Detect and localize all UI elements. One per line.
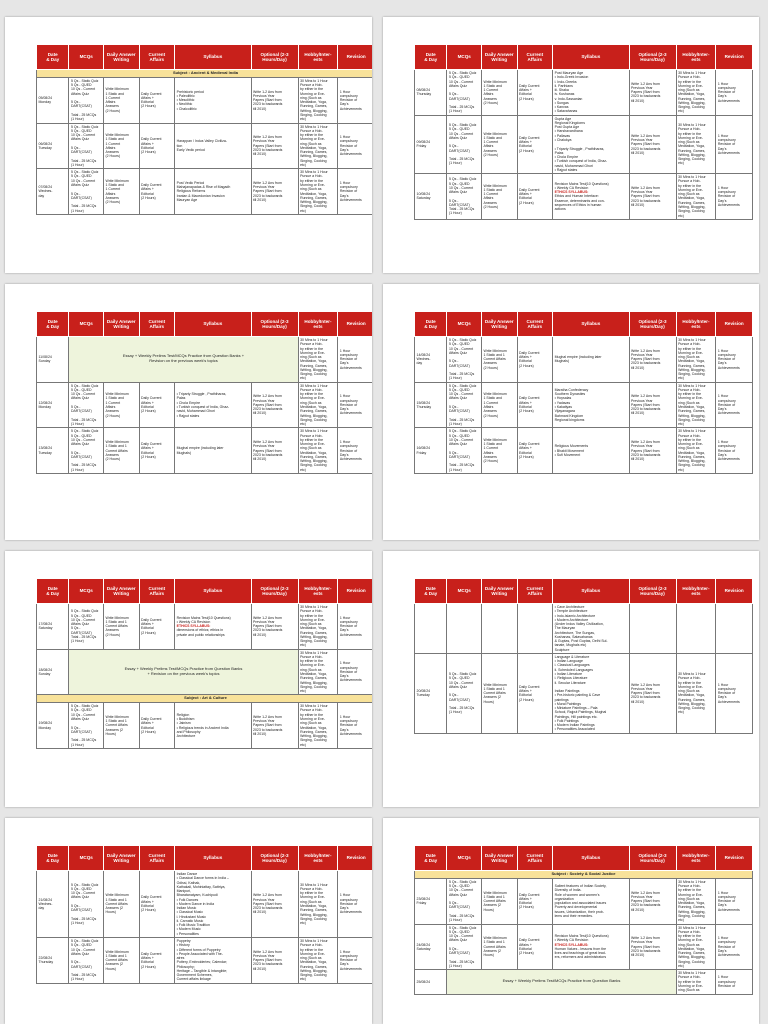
header-date: Date & Day <box>415 312 447 337</box>
header-hobby: Hobby/Inter- ests <box>298 579 338 604</box>
header-current-affairs: Current Affairs <box>139 45 175 70</box>
schedule-table <box>414 578 753 734</box>
header-mcqs: MCQs <box>69 579 104 604</box>
ethics-topic: Human Values - lessons from the lives and teachings of great lead- ers, reformers and administrators <box>554 946 607 960</box>
date-cell: 17/08/24 Saturday <box>37 604 69 650</box>
optional-cell: Write 1-2 Ans from Previous Year Papers (Start from 2023 to backwards till 2010) <box>629 428 676 474</box>
page-4 <box>383 284 759 540</box>
subject-heading: Subject : Art & Culture <box>37 695 373 703</box>
header-current-affairs: Current Affairs <box>139 846 175 871</box>
ethics-label: ETHICS SYLLABUS: <box>176 624 211 629</box>
optional-cell: Write 1-2 Ans from Previous Year Papers (Start from 2023 to backwards till 2010) <box>251 428 298 474</box>
syllabus-text: Revision Mains Test(10 Questions) • Weekly CA Revision <box>554 934 609 943</box>
hobby-cell: 30 Mins to 1 Hour Pursue a Hob- by either in the Morning or Eve- ning (Such as Meditation, Yoga, Running, Games, Writing, Blogging, Singing, Cooking etc) <box>298 649 338 695</box>
mcq-cell: 5 Qs - Static Quiz 5 Qs - QUED 10 Qs - Current Affairs Quiz 5 Qs - DART(CSAT) Total - 25 MCQs (1 Hour) <box>447 70 482 116</box>
answer-writing-cell: Write Minimum 1 Static and 1 Current Affairs Answers (2 Hours) <box>481 70 517 116</box>
hobby-cell: 30 Mins to 1 Hour Pursue a Hob- by either in the Morning or Eve- ning (Such as Meditation, Yoga, Running, Games, Writing, Blogging, Singing, Cooking etc) <box>298 937 338 983</box>
hobby-cell: 30 Mins to 1 Hour Pursue a Hob- by either in the Morning or Eve- ning (Such as Meditation, Yoga, Running, Games, Writing, Blogging, Singing, Cooking etc) <box>676 70 716 116</box>
hobby-cell: 30 Mins to 1 Hour Pursue a Hob- by either in the Morning or Eve- ning (Such as Meditation, Yoga, Running, Games, Writing, Blogging, Singing, Cooking etc) <box>298 604 338 650</box>
header-syllabus: Syllabus <box>175 579 251 604</box>
header-optional: Optional (2-3 Hours/Day) <box>629 45 676 70</box>
current-affairs-cell: Daily Current Affairs + Editorial (2 Hours) <box>139 703 175 749</box>
header-date: Date & Day <box>415 846 447 871</box>
day-row <box>415 653 753 733</box>
revision-cell: 1 Hour compulsory Revision of Day's Achievements <box>716 428 753 474</box>
header-hobby: Hobby/Inter- ests <box>676 846 716 871</box>
revision-cell: 1 Hour compulsory Revision of Day's Achievements <box>716 653 753 733</box>
current-affairs-cell: Daily Current Affairs + Editorial (2 Hours) <box>517 878 553 924</box>
syllabus-cell: Puppetry • History • Different forms of Puppetry • People Associated with The- atres Pottery, Embroideries; Calendar; Philosophy; Heritage – Tangible & Intangible; Government Schemes, Current affairs linkage <box>175 937 251 983</box>
hobby-cell: 30 Mins to 1 Hour Pursue a Hob- by either in the Morning or Eve- ning (Such as Meditation, Yoga, Running, Games, Writing, Blogging, Singing, Cooking etc) <box>298 428 338 474</box>
date-cell: 06/08/24 Tuesday <box>37 123 69 169</box>
page-5 <box>5 551 372 807</box>
page-3-content <box>36 311 366 474</box>
answer-writing-cell: Write Minimum 1 Static and 1 Current Affairs Answers (2 Hours) <box>481 174 517 220</box>
current-affairs-cell: Daily Current Affairs + Editorial (2 Hours) <box>139 382 175 428</box>
answer-writing-cell: Write Minimum 1 Static and 1 Current Affairs Answers (2 Hours) <box>481 337 517 383</box>
page-3 <box>5 284 372 540</box>
header-revision: Revision <box>716 45 753 70</box>
subject-row <box>37 695 373 703</box>
syllabus-cell: Post Mauryan Age • Indo-Greek Invasion i. Indo-Greeks ii. Parthians iii. Shaka iv. Kushanas v. Indo-Sassanian • Sungas • Kanvas • Satavahanas <box>553 70 629 116</box>
header-answer-writing: Daily Answer Writing <box>481 579 517 604</box>
answer-writing-cell: Write Minimum 1 Static and 1 Current Affairs Answers (2 Hours) <box>481 924 517 970</box>
subject-heading: Subject : Society & Social Justice <box>415 871 753 879</box>
mcq-cell: 5 Qs - Static Quiz 5 Qs - QUED 10 Qs - Current Affairs Quiz 5 Qs - DART(CSAT) Total - 25 MCQs (1 Hour) <box>447 382 482 428</box>
optional-cell: Write 1-2 Ans from Previous Year Papers (Start from 2023 to backwards till 2010) <box>251 703 298 749</box>
revision-cell: 1 Hour compulsory Revision of Day's Achievements <box>338 604 372 650</box>
answer-writing-cell: Write Minimum 1 Static and 1 Current Affairs Answers (2 Hours) <box>481 428 517 474</box>
mcq-cell: 5 Qs - Static Quiz 5 Qs - QUED 10 Qs - Current Affairs Quiz 5 Qs - DART(CSAT) Total - 25 MCQs (1 Hour) <box>447 653 482 733</box>
date-cell: 10/08/24 Saturday <box>415 174 447 220</box>
hobby-cell: 30 Mins to 1 Hour Pursue a Hob- by either in the Morning or Eve- ning (Such as Meditation, Yoga, Running, Games, Writing, Blogging, Singing, Cooking etc) <box>676 115 716 173</box>
current-affairs-cell: Daily Current Affairs + Editorial (2 Hours) <box>139 428 175 474</box>
mcq-cell: 5 Qs - Static Quiz 5 Qs - QUED 10 Qs - Current Affairs Quiz 5 Qs - DART(CSAT) Total - 25 MCQs (1 Hour) <box>447 428 482 474</box>
date-cell: 18/08/24 Sunday <box>37 649 69 695</box>
current-affairs-cell: Daily Current Affairs + Editorial (2 Hours) <box>517 653 553 733</box>
header-hobby: Hobby/Inter- ests <box>298 312 338 337</box>
revision-cell: 1 Hour compulsory Revision of Day's Achievements <box>338 649 372 695</box>
header-answer-writing: Daily Answer Writing <box>481 846 517 871</box>
optional-cell: Write 1-2 Ans from Previous Year Papers (Start from 2023 to backwards till 2010) <box>251 77 298 123</box>
syllabus-cell: Gupta Age Regional Kingdoms Post Gupta Age • Harshavardhana • Pallavas • Chalukya • Triparty Struggle , Prathiharas, Palas • Chola Empire • Turkish conquest of India, Ghaz- navid, Muhammad Ghori • Rajput states <box>553 115 629 173</box>
mcq-cell: 5 Qs - Static Quiz 5 Qs - QUED 10 Qs - Current Affairs Quiz 5 Qs - DART(CSAT) Total - 25 MCQs (1 Hour) <box>447 115 482 173</box>
essay-plan-cell: Essay + Weekly Prelims Test/MCQs Practice from Question Banks <box>447 970 676 994</box>
revision-cell: 1 Hour compulsory Revision of Day's Achievements <box>716 382 753 428</box>
mcq-cell: 5 Qs - Static Quiz 5 Qs - QUED 10 Qs - Current Affairs Quiz 5 Qs - DART(CSAT) Total - 25 MCQs (1 Hour) <box>69 937 104 983</box>
revision-cell: 1 Hour compulsory Revision of Day's Achievements <box>338 871 372 938</box>
continuation-row <box>415 604 753 654</box>
header-answer-writing: Daily Answer Writing <box>481 45 517 70</box>
page-1 <box>5 17 372 273</box>
current-affairs-cell: Daily Current Affairs + Editorial (2 Hours) <box>517 115 553 173</box>
optional-cell: Write 1-2 Ans from Previous Year Papers (Start from 2023 to backwards till 2010) <box>629 924 676 970</box>
syllabus-cell: Salient features of Indian Society, Diversity of India. Role of women and women's organization population and associated issues Poverty and developmental issues, Urbanization, their prob- lems and their remedies. <box>553 878 629 924</box>
revision-cell: 1 Hour compulsory Revision of Day's Achievements <box>338 77 372 123</box>
optional-cell: Write 1-2 Ans from Previous Year Papers (Start from 2023 to backwards till 2010) <box>629 70 676 116</box>
syllabus-cell: Prehistoric period • Paleolithic • Mesolithic • Neolithic • Chalcolithic <box>175 77 251 123</box>
syllabus-cell: Religion • Buddhism • Jainism • Religious trends in Ancient India and Philosophy Architecture <box>175 703 251 749</box>
page-2-content <box>414 44 747 220</box>
day-row <box>37 871 373 938</box>
optional-cell: Write 1-2 Ans from Previous Year Papers (Start from 2023 to backwards till 2010) <box>629 653 676 733</box>
header-row <box>37 312 373 337</box>
subject-row <box>37 70 373 78</box>
date-cell: 19/08/24 Monday <box>37 703 69 749</box>
answer-writing-cell: Write Minimum 1 Static and 1 Current Affairs Answers (2 Hours) <box>103 604 139 650</box>
header-row <box>415 579 753 604</box>
mcq-cell: 5 Qs - Static Quiz 5 Qs - QUED 10 Qs - Current Affairs Quiz 5 Qs - DART(CSAT) Total - 25 MCQs (1 Hour) <box>69 428 104 474</box>
mcq-cell: 5 Qs - Static Quiz 5 Qs - QUED 10 Qs - Current Affairs Quiz 5 Qs - DART(CSAT) Total - 25 MCQs (1 Hour) <box>69 703 104 749</box>
essay-plan-cell: Essay + Weekly Prelims Test/MCQs Practice from Question Banks + Revision on the previous week's topics <box>69 649 298 695</box>
header-optional: Optional (2-3 Hours/Day) <box>251 846 298 871</box>
page-8-content <box>414 845 747 995</box>
syllabus-text: Revision Mains Test(10 Questions) • Weekly CA Revision <box>176 615 231 624</box>
day-row <box>37 428 373 474</box>
syllabus-cell: • Triparty Struggle , Prathiharas, Palas • Chola Empire • Turkish conquest of India, Ghaz- navid, Muhammad Ghori • Rajput states <box>175 382 251 428</box>
header-date: Date & Day <box>415 579 447 604</box>
header-answer-writing: Daily Answer Writing <box>103 846 139 871</box>
revision-cell: 1 Hour compulsory Revision of Day's Achievements <box>716 924 753 970</box>
answer-writing-cell: Write Minimum 1 Static and 1 Current Affairs Answers (2 Hours) <box>481 653 517 733</box>
empty-cell <box>629 604 676 654</box>
header-mcqs: MCQs <box>69 846 104 871</box>
empty-cell <box>716 604 753 654</box>
subject-heading: Subject : Ancient & Medieval India <box>37 70 373 78</box>
day-row <box>37 123 373 169</box>
hobby-cell: 30 Mins to 1 Hour Pursue a Hob- by either in the Morning or Eve- ning (Such as Meditation, Yoga, Running, Games, Writing, Blogging, Singing, Cooking etc) <box>298 703 338 749</box>
hobby-cell: 30 Mins to 1 Hour Pursue a Hob- by either in the Morning or Eve- ning (Such as Meditation, Yoga, Running, Games, Writing, Blogging, Singing, Cooking etc) <box>676 878 716 924</box>
revision-cell: 1 Hour compulsory Revision of Day's Achievements <box>716 337 753 383</box>
header-row <box>415 312 753 337</box>
current-affairs-cell: Daily Current Affairs + Editorial (2 Hours) <box>517 174 553 220</box>
page-1-content <box>36 44 366 215</box>
syllabus-text: Revision Mains Test(10 Questions) • Weekly CA Revision <box>554 181 609 190</box>
answer-writing-cell: Write Minimum 1 Static and 1 Current Affairs Answers (2 Hours) <box>103 703 139 749</box>
day-row <box>37 604 373 650</box>
date-cell: 21/08/24 Wednes- day <box>37 871 69 938</box>
header-current-affairs: Current Affairs <box>517 312 553 337</box>
day-row <box>37 382 373 428</box>
date-cell: 09/08/24 Friday <box>415 115 447 173</box>
optional-cell: Write 1-2 Ans from Previous Year Papers (Start from 2023 to backwards till 2010) <box>251 123 298 169</box>
header-revision: Revision <box>338 312 372 337</box>
optional-cell: Write 1-2 Ans from Previous Year Papers (Start from 2023 to backwards till 2010) <box>251 871 298 938</box>
date-cell: 11/08/24 Sunday <box>37 337 69 383</box>
revision-cell: 1 Hour compulsory Revision of Day's Achievements <box>338 169 372 215</box>
header-optional: Optional (2-3 Hours/Day) <box>629 846 676 871</box>
header-revision: Revision <box>338 579 372 604</box>
revision-cell: 1 Hour compulsory Revision of Day's Achievements <box>338 337 372 383</box>
day-row <box>415 924 753 970</box>
page-7-content <box>36 845 366 984</box>
syllabus-cell <box>553 924 629 970</box>
answer-writing-cell: Write Minimum 1 Static and 1 Current Affairs Answers (2 Hours) <box>103 871 139 938</box>
header-revision: Revision <box>716 579 753 604</box>
hobby-cell: 30 Mins to 1 Hour Pursue a Hob- by either in the Morning or Eve- ning (Such as Meditation, Yoga, Running, Games, Writing, Blogging, Singing, Cooking etc) <box>676 337 716 383</box>
header-row <box>415 846 753 871</box>
hobby-cell: 30 Mins to 1 Hour Pursue a Hob- by either in the Morning or Eve- ning (Such as Meditation, Yoga, Running, Games, Writing, Blogging, Singing, Cooking etc) <box>298 871 338 938</box>
date-cell: 24/08/24 Saturday <box>415 924 447 970</box>
header-optional: Optional (2-3 Hours/Day) <box>251 579 298 604</box>
page-8 <box>383 818 759 1024</box>
current-affairs-cell: Daily Current Affairs + Editorial (2 Hours) <box>139 123 175 169</box>
day-row <box>415 174 753 220</box>
optional-cell: Write 1-2 Ans from Previous Year Papers (Start from 2023 to backwards till 2010) <box>629 115 676 173</box>
revision-cell: 1 Hour compulsory Revision of Day's Achievements <box>716 115 753 173</box>
answer-writing-cell: Write Minimum 1 Static and 1 Current Affairs Answers (2 Hours) <box>103 428 139 474</box>
header-revision: Revision <box>338 846 372 871</box>
header-mcqs: MCQs <box>447 846 482 871</box>
hobby-cell: 30 Mins to 1 Hour Pursue a Hob- by either in the Morning or Eve- ning (Such as Meditation, Yoga, Running, Games, Writing, Blogging, Singing, Cooking etc) <box>676 382 716 428</box>
header-mcqs: MCQs <box>447 312 482 337</box>
mcq-cell: 5 Qs - Static Quiz 5 Qs - QUED 10 Qs - Current Affairs Quiz 5 Qs - DART(CSAT) Total - 25 MCQs (1 Hour) <box>69 123 104 169</box>
header-row <box>37 579 373 604</box>
date-cell: 14/08/24 Wednes- day <box>415 337 447 383</box>
day-row <box>37 703 373 749</box>
date-cell: 12/08/24 Monday <box>37 382 69 428</box>
header-optional: Optional (2-3 Hours/Day) <box>629 312 676 337</box>
empty-cell <box>676 604 716 654</box>
header-current-affairs: Current Affairs <box>139 579 175 604</box>
optional-cell: Write 1-2 Ans from Previous Year Papers (Start from 2023 to backwards till 2010) <box>629 174 676 220</box>
header-syllabus: Syllabus <box>553 45 629 70</box>
day-row <box>415 428 753 474</box>
hobby-cell: 30 Mins to 1 Hour Pursue a Hob- by either in the Morning or Eve- ning (Such as Meditation, Yoga, Running, Games, Writing, Blogging, Singing, Cooking etc) <box>676 653 716 733</box>
current-affairs-cell: Daily Current Affairs + Editorial (2 Hours) <box>139 604 175 650</box>
empty-cell <box>447 604 482 654</box>
hobby-cell: 30 Mins to 1 Hour Pursue a Hob- by either in the Morning or Eve- ning (Such as Meditation, Yoga, Running, Games, Writing, Blogging, Singing, Cooking etc) <box>676 174 716 220</box>
essay-row <box>415 970 753 994</box>
day-row <box>415 337 753 383</box>
syllabus-cell: Harappan / Indus Valley Civiliza- tion Early Vedic period <box>175 123 251 169</box>
schedule-table <box>414 311 753 474</box>
header-row <box>37 45 373 70</box>
revision-cell: 1 Hour compulsory Revision of Day's Achievements <box>338 937 372 983</box>
empty-cell <box>481 604 517 654</box>
mcq-cell: 5 Qs - Static Quiz 5 Qs - QUED 10 Qs - Current Affairs Quiz 5 Qs - DART(CSAT) Total - 25 MCQs (1 Hour) <box>69 871 104 938</box>
revision-cell: 1 Hour compulsory Revision of Day's Achievements <box>338 428 372 474</box>
answer-writing-cell: Write Minimum 1 Static and 1 Current Affairs Answers (2 Hours) <box>103 382 139 428</box>
date-cell: 07/08/24 Wednes- day <box>37 169 69 215</box>
day-row <box>415 115 753 173</box>
page-2 <box>383 17 759 273</box>
subject-row <box>415 871 753 879</box>
header-syllabus: Syllabus <box>553 846 629 871</box>
header-current-affairs: Current Affairs <box>517 846 553 871</box>
header-date: Date & Day <box>37 312 69 337</box>
mcq-cell: 5 Qs - Static Quiz 5 Qs - QUED 10 Qs - Current Affairs Quiz 5 Qs - DART(CSAT) Total - 25 MCQs (1 Hour) <box>69 604 104 650</box>
syllabus-cell: Religious Movements • Bhakti Movement • Sufi Movement <box>553 428 629 474</box>
hobby-cell: 30 Mins to 1 Hour Pursue a Hob- by either in the Morning or Eve- ning (Such as Meditation, Yoga, Running, Games, Writing, Blogging, Singing, Cooking etc) <box>298 382 338 428</box>
header-syllabus: Syllabus <box>175 312 251 337</box>
date-cell: 13/08/24 Tuesday <box>37 428 69 474</box>
header-hobby: Hobby/Inter- ests <box>676 312 716 337</box>
answer-writing-cell: Write Minimum 1 Static and 1 Current Affairs Answers (2 Hours) <box>103 77 139 123</box>
date-cell: 20/08/24 Tuesday <box>415 653 447 733</box>
optional-cell: Write 1-2 Ans from Previous Year Papers (Start from 2023 to backwards till 2010) <box>629 337 676 383</box>
schedule-table <box>414 845 753 995</box>
header-mcqs: MCQs <box>447 45 482 70</box>
schedule-table <box>36 311 372 474</box>
header-hobby: Hobby/Inter- ests <box>676 45 716 70</box>
syllabus-cell <box>175 604 251 650</box>
empty-cell <box>517 604 553 654</box>
day-row <box>37 937 373 983</box>
optional-cell: Write 1-2 Ans from Previous Year Papers (Start from 2023 to backwards till 2010) <box>251 169 298 215</box>
mcq-cell: 5 Qs - Static Quiz 5 Qs - QUED 10 Qs - Current Affairs Quiz 5 Qs - DART(CSAT) Total - 25 MCQs (1 Hour) <box>447 878 482 924</box>
current-affairs-cell: Daily Current Affairs + Editorial (2 Hours) <box>517 924 553 970</box>
header-hobby: Hobby/Inter- ests <box>298 45 338 70</box>
essay-row <box>37 337 373 383</box>
syllabus-cell: Indian Dance • Classical Dance forms in India – Odissi, Kathak, Kathakali, Mohiniattay, Sattriya, Manipuri, Bharatanatyam, Kuchipudi • Folk Dances • Modern Dance in India Indian Music • Classical Music i. Hindustani Music ii. Carnatic Music • Folk Music Tradition • Modern Music • Personalities <box>175 871 251 938</box>
essay-row <box>37 649 373 695</box>
hobby-cell: 30 Mins to 1 Hour Pursue a Hob- by either in the Morning or Eve- ning (Such as Meditation, Yoga, Running, Games, Writing, Blogging, Singing, Cooking etc) <box>298 169 338 215</box>
header-date: Date & Day <box>415 45 447 70</box>
page-6 <box>383 551 759 807</box>
mcq-cell: 5 Qs - Static Quiz 5 Qs - QUED 10 Qs - Current Affairs Quiz 5 Qs - DART(CSAT) Total - 25 MCQs (1 Hour) <box>447 924 482 970</box>
page-5-content <box>36 578 366 749</box>
header-current-affairs: Current Affairs <box>517 579 553 604</box>
syllabus-cell: Mughal empire (including later Mughals) <box>553 337 629 383</box>
hobby-cell: 30 Mins to 1 Hour Pursue a Hob- by either in the Morning or Eve- ning (Such as Meditation, Yoga, Running, Games, Writing, Blogging, Singing, Cooking etc) <box>298 123 338 169</box>
header-mcqs: MCQs <box>69 312 104 337</box>
answer-writing-cell: Write Minimum 1 Static and 1 Current Affairs Answers (2 Hours) <box>103 937 139 983</box>
answer-writing-cell: Write Minimum 1 Static and 1 Current Affairs Answers (2 Hours) <box>103 123 139 169</box>
empty-cell <box>415 604 447 654</box>
revision-cell: 1 Hour compulsory Revision of Day's Achievements <box>716 70 753 116</box>
header-syllabus: Syllabus <box>175 846 251 871</box>
optional-cell: Write 1-2 Ans from Previous Year Papers (Start from 2023 to backwards till 2010) <box>251 382 298 428</box>
schedule-table <box>36 44 372 215</box>
optional-cell: Write 1-2 Ans from Previous Year Papers (Start from 2023 to backwards till 2010) <box>251 604 298 650</box>
revision-cell: 1 Hour compulsory Revision of Day's Achievements <box>338 123 372 169</box>
schedule-table <box>36 845 372 984</box>
date-cell: 15/08/24 Thursday <box>415 382 447 428</box>
syllabus-cell: • Cave Architecture • Temple Architecture • Indo-Islamic Architecture • Modern Architecture (Under Indus Valley Civilization, The Mauryan Architecture, The Sungas, Kushanas, Satavahanas & Guptas, Post Guptas, Delhi Sul- tanate, Mughals etc) Sculpture <box>553 604 629 654</box>
day-row <box>37 169 373 215</box>
current-affairs-cell: Daily Current Affairs + Editorial (2 Hours) <box>517 70 553 116</box>
answer-writing-cell: Write Minimum 1 Static and 1 Current Affairs Answers (2 Hours) <box>481 878 517 924</box>
hobby-cell: 30 Mins to 1 Hour Pursue a Hob- by either in the Morning or Eve- ning (Such as <box>676 970 716 994</box>
answer-writing-cell: Write Minimum 1 Static and 1 Current Affairs Answers (2 Hours) <box>481 382 517 428</box>
page-6-content <box>414 578 747 734</box>
header-row <box>415 45 753 70</box>
hobby-cell: 30 Mins to 1 Hour Pursue a Hob- by either in the Morning or Eve- ning (Such as Meditation, Yoga, Running, Games, Writing, Blogging, Singing, Cooking etc) <box>298 337 338 383</box>
schedule-table <box>36 578 372 749</box>
revision-cell: 1 Hour compulsory Revision of Day's Achievements <box>338 703 372 749</box>
date-cell: 22/08/24 Thursday <box>37 937 69 983</box>
header-row <box>37 846 373 871</box>
date-cell: 23/08/24 Friday <box>415 878 447 924</box>
header-mcqs: MCQs <box>69 45 104 70</box>
mcq-cell: 5 Qs - Static Quiz 5 Qs - QUED 10 Qs - Current Affairs Quiz 5 Qs - DART(CSAT) Total - 25 MCQs (1 Hour) <box>447 174 482 220</box>
page-7 <box>5 818 372 1024</box>
header-revision: Revision <box>338 45 372 70</box>
syllabus-cell: Mughal empire (including later Mughals) <box>175 428 251 474</box>
revision-cell: 1 Hour compulsory Revision of <box>716 970 753 994</box>
mcq-cell: 5 Qs - Static Quiz 5 Qs - QUED 10 Qs - Current Affairs Quiz 5 Qs - DART(CSAT) Total - 25 MCQs (1 Hour) <box>69 382 104 428</box>
mcq-cell: 5 Qs - Static Quiz 5 Qs - QUED 10 Qs - Current Affairs Quiz 5 Qs - DART(CSAT) Total - 25 MCQs (1 Hour) <box>447 337 482 383</box>
optional-cell: Write 1-2 Ans from Previous Year Papers (Start from 2023 to backwards till 2010) <box>629 382 676 428</box>
header-answer-writing: Daily Answer Writing <box>103 312 139 337</box>
header-optional: Optional (2-3 Hours/Day) <box>251 312 298 337</box>
header-syllabus: Syllabus <box>553 579 629 604</box>
revision-cell: 1 Hour compulsory Revision of Day's Achievements <box>716 174 753 220</box>
current-affairs-cell: Daily Current Affairs + Editorial (2 Hours) <box>139 871 175 938</box>
day-row <box>415 382 753 428</box>
header-answer-writing: Daily Answer Writing <box>481 312 517 337</box>
header-answer-writing: Daily Answer Writing <box>103 579 139 604</box>
revision-cell: 1 Hour compulsory Revision of Day's Achievements <box>338 382 372 428</box>
header-current-affairs: Current Affairs <box>517 45 553 70</box>
date-cell: 25/08/24 <box>415 970 447 994</box>
current-affairs-cell: Daily Current Affairs + Editorial (2 Hours) <box>517 428 553 474</box>
hobby-cell: 30 Mins to 1 Hour Pursue a Hob- by either in the Morning or Eve- ning (Such as Meditation, Yoga, Running, Games, Writing, Blogging, Singing, Cooking etc) <box>676 428 716 474</box>
syllabus-cell <box>553 174 629 220</box>
header-revision: Revision <box>716 312 753 337</box>
syllabus-cell: Language & Literature • Indian Language i. Classical Languages ii. Scheduled Languages • Indian Literature i. Religious Literature ii. Secular Literature Indian Paintings • Pre-historic painting & Cave paintings • Mural Paintings • Miniature Paintings – Pala School, Rajput Paintings, Mughal Paintings, Hill paintings etc. • Folk Paintings • Modern Indian Paintings • Personalities Associated <box>553 653 629 733</box>
ethics-topic: Ethics and Human Interface: Essence, determinants and con- sequences of Ethics in human actions <box>554 194 605 212</box>
optional-cell: Write 1-2 Ans from Previous Year Papers (Start from 2023 to backwards till 2010) <box>629 878 676 924</box>
current-affairs-cell: Daily Current Affairs + Editorial (2 Hours) <box>139 169 175 215</box>
header-hobby: Hobby/Inter- ests <box>676 579 716 604</box>
schedule-table <box>414 44 753 220</box>
mcq-cell: 5 Qs - Static Quiz 5 Qs - QUED 10 Qs - Current Affairs Quiz 5 Qs - DART(CSAT) Total - 25 MCQs (1 Hour) <box>69 77 104 123</box>
ethics-label: ETHICS SYLLABUS: <box>554 942 589 947</box>
header-date: Date & Day <box>37 846 69 871</box>
header-date: Date & Day <box>37 579 69 604</box>
answer-writing-cell: Write Minimum 1 Static and 1 Current Affairs Answers (2 Hours) <box>103 169 139 215</box>
answer-writing-cell: Write Minimum 1 Static and 1 Current Affairs Answers (2 Hours) <box>481 115 517 173</box>
day-row <box>37 77 373 123</box>
ethics-topic: dimensions of ethics; ethics in private and public relationships <box>176 628 225 637</box>
revision-cell: 1 Hour compulsory Revision of Day's Achievements <box>716 878 753 924</box>
header-hobby: Hobby/Inter- ests <box>298 846 338 871</box>
current-affairs-cell: Daily Current Affairs + Editorial (2 Hours) <box>139 937 175 983</box>
header-optional: Optional (2-3 Hours/Day) <box>629 579 676 604</box>
header-syllabus: Syllabus <box>175 45 251 70</box>
date-cell: 08/08/24 Thursday <box>415 70 447 116</box>
header-date: Date & Day <box>37 45 69 70</box>
date-cell: 16/08/24 Friday <box>415 428 447 474</box>
header-revision: Revision <box>716 846 753 871</box>
day-row <box>415 878 753 924</box>
syllabus-cell: Maratha Confederacy Southern Dynasties • Hoysalas • Yadavas • Kakatiyas Vijayanagara Bahmani Kingdom Regional kingdoms <box>553 382 629 428</box>
header-syllabus: Syllabus <box>553 312 629 337</box>
current-affairs-cell: Daily Current Affairs + Editorial (2 Hours) <box>517 382 553 428</box>
syllabus-cell: Post Vedic Period Mahajanapadas & Rise of Magadh Religious Reforms Iranian & Macedonian Invasion Mauryan Age <box>175 169 251 215</box>
day-row <box>415 70 753 116</box>
optional-cell: Write 1-2 Ans from Previous Year Papers (Start from 2023 to backwards till 2010) <box>251 937 298 983</box>
header-optional: Optional (2-3 Hours/Day) <box>251 45 298 70</box>
mcq-cell: 5 Qs - Static Quiz 5 Qs - QUED 10 Qs - Current Affairs Quiz 5 Qs - DART(CSAT) Total - 25 MCQs (1 Hour) <box>69 169 104 215</box>
essay-plan-cell: Essay + Weekly Prelims Test/MCQs Practice from Question Banks + Revision on the previous week's topics <box>69 337 298 383</box>
date-cell: 05/08/24 Monday <box>37 77 69 123</box>
current-affairs-cell: Daily Current Affairs + Editorial (2 Hours) <box>139 77 175 123</box>
hobby-cell: 30 Mins to 1 Hour Pursue a Hob- by either in the Morning or Eve- ning (Such as Meditation, Yoga, Running, Games, Writing, Blogging, Singing, Cooking etc) <box>298 77 338 123</box>
current-affairs-cell: Daily Current Affairs + Editorial (2 Hours) <box>517 337 553 383</box>
header-answer-writing: Daily Answer Writing <box>103 45 139 70</box>
ethics-label: ETHICS SYLLABUS: <box>554 190 589 195</box>
hobby-cell: 30 Mins to 1 Hour Pursue a Hob- by either in the Morning or Eve- ning (Such as Meditation, Yoga, Running, Games, Writing, Blogging, Singing, Cooking etc) <box>676 924 716 970</box>
page-4-content <box>414 311 747 474</box>
header-current-affairs: Current Affairs <box>139 312 175 337</box>
header-mcqs: MCQs <box>447 579 482 604</box>
